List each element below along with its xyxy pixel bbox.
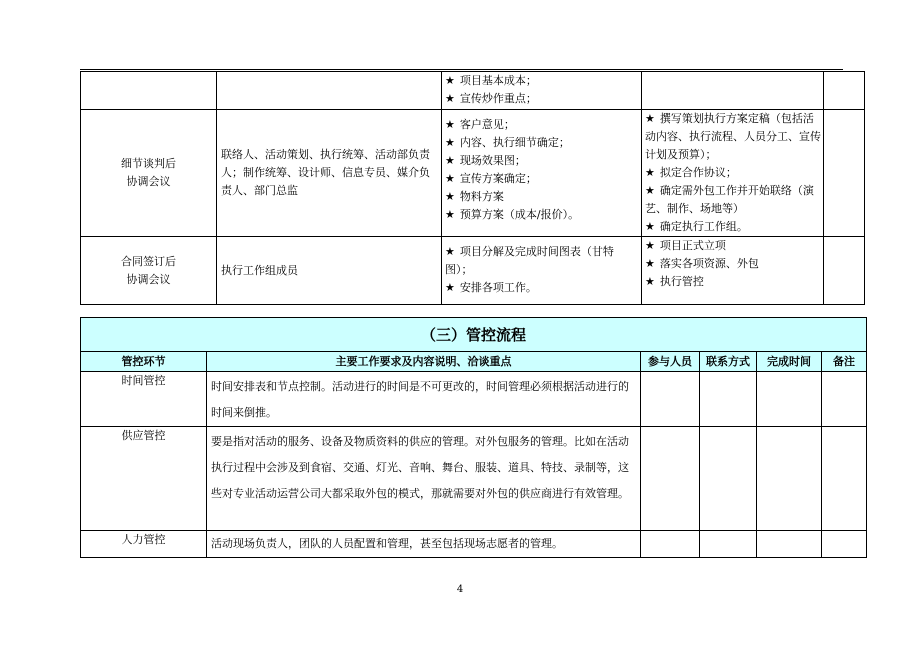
column-header: 备注 — [822, 352, 867, 372]
blank-cell — [824, 110, 865, 237]
stage-cell — [81, 72, 217, 110]
star-icon: ★ — [645, 220, 655, 233]
list-item: ★ 项目分解及完成时间图表（甘特图）； — [445, 245, 614, 276]
control-name: 时间管控 — [81, 372, 207, 427]
list-item: ★ 预算方案（成本/报价）。 — [445, 208, 580, 221]
page-number: 4 — [456, 584, 464, 595]
table-row — [81, 531, 867, 558]
content-items-cell — [442, 237, 642, 305]
list-item: ★ 现场效果图； — [445, 154, 526, 167]
list-item: ★ 落实各项资源、外包 — [645, 257, 759, 270]
outputs-cell — [642, 237, 824, 305]
column-header: 管控环节 — [81, 352, 207, 372]
list-item: ★ 拟定合作协议； — [645, 166, 737, 179]
section-title: （三）管控流程 — [81, 318, 867, 352]
star-icon: ★ — [645, 257, 655, 270]
outputs-cell — [642, 72, 824, 110]
participants-cell: 联络人、活动策划、执行统筹、活动部负责人；制作统筹、设计师、信息专员、媒介负责人、部门总监 — [217, 110, 442, 237]
control-description: 活动现场负责人，团队的人员配置和管理，甚至包括现场志愿者的管理。 — [207, 531, 641, 558]
content-items-cell — [442, 72, 642, 110]
stage-cell: 合同签订后 协调会议 — [81, 237, 217, 305]
blank-cell — [824, 72, 865, 110]
star-icon: ★ — [645, 184, 655, 197]
list-item: ★ 项目基本成本； — [445, 74, 537, 87]
list-item: ★ 确定执行工作组。 — [645, 220, 748, 233]
star-icon: ★ — [445, 245, 455, 258]
blank-cell — [824, 237, 865, 305]
list-item: ★ 确定需外包工作并开始联络（演艺、制作、场地等） — [645, 184, 814, 215]
star-icon: ★ — [445, 118, 455, 131]
column-header: 完成时间 — [757, 352, 822, 372]
blank-cell — [641, 427, 700, 531]
table-row — [81, 372, 867, 427]
list-item: ★ 安排各项工作。 — [445, 281, 537, 294]
blank-cell — [700, 372, 757, 427]
blank-cell — [700, 427, 757, 531]
list-item: ★ 执行管控 — [645, 275, 704, 288]
star-icon: ★ — [645, 275, 655, 288]
control-description: 要是指对活动的服务、设备及物质资料的供应的管理。对外包服务的管理。比如在活动执行过程中会涉及到食宿、交通、灯光、音响、舞台、服装、道具、特技、录制等，这些对专业活动运营公司大都采取外包的模式，那就需要对外包的供应商进行有效管理。 — [207, 427, 641, 531]
star-icon: ★ — [445, 281, 455, 294]
list-item: ★ 客户意见； — [445, 118, 515, 131]
blank-cell — [757, 427, 822, 531]
list-item: ★ 撰写策划执行方案定稿（包括活动内容、执行流程、人员分工、宣传计划及预算）； — [645, 112, 821, 161]
star-icon: ★ — [645, 112, 655, 125]
table-row — [81, 72, 865, 110]
list-item: ★ 物料方案 — [445, 190, 504, 203]
list-item: ★ 宣传方案确定； — [445, 172, 537, 185]
blank-cell — [822, 531, 867, 558]
star-icon: ★ — [445, 172, 455, 185]
coordination-meetings-table — [80, 71, 865, 305]
column-header: 主要工作要求及内容说明、洽谈重点 — [207, 352, 641, 372]
column-header: 联系方式 — [700, 352, 757, 372]
table-row — [81, 237, 865, 305]
blank-cell — [822, 427, 867, 531]
star-icon: ★ — [445, 154, 455, 167]
header-row — [81, 352, 867, 372]
blank-cell — [700, 531, 757, 558]
star-icon: ★ — [645, 239, 655, 252]
list-item: ★ 内容、执行细节确定； — [445, 136, 570, 149]
stage-cell: 细节谈判后 协调会议 — [81, 110, 217, 237]
star-icon: ★ — [445, 208, 455, 221]
control-name: 供应管控 — [81, 427, 207, 531]
blank-cell — [641, 372, 700, 427]
top-rule — [80, 69, 843, 70]
outputs-cell — [642, 110, 824, 237]
blank-cell — [641, 531, 700, 558]
table-row — [81, 427, 867, 531]
list-item: ★ 项目正式立项 — [645, 239, 726, 252]
participants-cell: 执行工作组成员 — [217, 237, 442, 305]
star-icon: ★ — [645, 166, 655, 179]
control-name: 人力管控 — [81, 531, 207, 558]
star-icon: ★ — [445, 92, 455, 105]
control-description: 时间安排表和节点控制。活动进行的时间是不可更改的，时间管理必须根据活动进行的时间来倒推。 — [207, 372, 641, 427]
blank-cell — [822, 372, 867, 427]
star-icon: ★ — [445, 190, 455, 203]
column-header: 参与人员 — [641, 352, 700, 372]
table-row — [81, 110, 865, 237]
control-process-table — [80, 317, 867, 558]
list-item: ★ 宣传炒作重点； — [445, 92, 537, 105]
star-icon: ★ — [445, 136, 455, 149]
blank-cell — [757, 531, 822, 558]
blank-cell — [757, 372, 822, 427]
star-icon: ★ — [445, 74, 455, 87]
content-items-cell — [442, 110, 642, 237]
participants-cell — [217, 72, 442, 110]
